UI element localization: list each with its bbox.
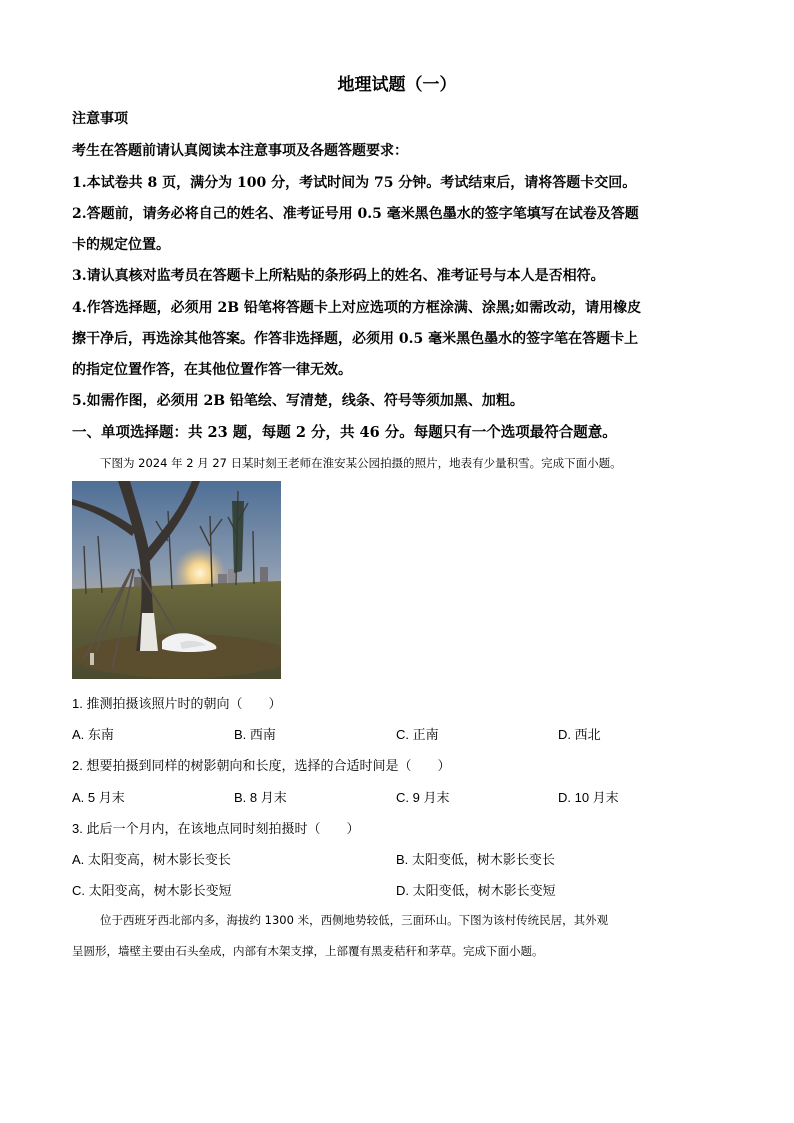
group-intro: 呈圆形，墙壁主要由石头垒成，内部有木架支撑，上部覆有黑麦秸秆和茅草。完成下面小题。 <box>72 944 544 958</box>
notice-line: 5.如需作图，必须用 2B 铅笔绘、写清楚，线条、符号等须加黑、加粗。 <box>72 393 524 409</box>
notice-line: 3.请认真核对监考员在答题卡上所粘贴的条形码上的姓名、准考证号与本人是否相符。 <box>72 268 605 284</box>
option-d[interactable]: D. 西北 <box>558 727 601 742</box>
option-d[interactable]: D. 太阳变低，树木影长变短 <box>396 883 556 898</box>
page-title: 地理试题（一） <box>337 75 457 95</box>
question-stem: 3. 此后一个月内，在该地点同时刻拍摄时（ ） <box>72 821 360 836</box>
option-b[interactable]: B. 8 月末 <box>234 790 287 805</box>
notice-line: 卡的规定位置。 <box>72 237 170 253</box>
question-stem: 1. 推测拍摄该照片时的朝向（ ） <box>72 696 282 711</box>
notice-line: 考生在答题前请认真阅读本注意事项及各题答题要求： <box>72 143 408 159</box>
group-intro: 下图为 2024 年 2 月 27 日某时刻王老师在淮安某公园拍摄的照片，地表有少量积雪。完成下面小题。 <box>100 456 622 470</box>
option-c[interactable]: C. 9 月末 <box>396 790 450 805</box>
option-b[interactable]: B. 西南 <box>234 727 276 742</box>
option-a[interactable]: A. 东南 <box>72 727 114 742</box>
park-photo <box>72 481 281 679</box>
option-a[interactable]: A. 5 月末 <box>72 790 125 805</box>
option-d[interactable]: D. 10 月末 <box>558 790 619 805</box>
group-intro: 位于西班牙西北部内多，海拔约 1300 米，西侧地势较低，三面环山。下图为该村传统民居，其外观 <box>100 913 609 927</box>
section-heading: 一、单项选择题：共 23 题，每题 2 分，共 46 分。每题只有一个选项最符合题意。 <box>72 424 617 441</box>
notice-line: 4.作答选择题，必须用 2B 铅笔将答题卡上对应选项的方框涂满、涂黑;如需改动，请用橡皮 <box>72 300 642 316</box>
option-c[interactable]: C. 正南 <box>396 727 439 742</box>
notice-line: 擦干净后，再选涂其他答案。作答非选择题，必须用 0.5 毫米黑色墨水的签字笔在答题卡上 <box>72 331 639 347</box>
option-c[interactable]: C. 太阳变高，树木影长变短 <box>72 883 232 898</box>
notice-line: 1.本试卷共 8 页，满分为 100 分，考试时间为 75 分钟。考试结束后，请将答题卡交回。 <box>72 175 637 191</box>
option-b[interactable]: B. 太阳变低，树木影长变长 <box>396 852 555 867</box>
notice-line: 2.答题前，请务必将自己的姓名、准考证号用 0.5 毫米黑色墨水的签字笔填写在试卷及答题 <box>72 206 639 222</box>
notice-line: 的指定位置作答，在其他位置作答一律无效。 <box>72 362 352 378</box>
option-a[interactable]: A. 太阳变高，树木影长变长 <box>72 852 231 867</box>
notice-heading: 注意事项 <box>72 111 128 127</box>
question-stem: 2. 想要拍摄到同样的树影朝向和长度，选择的合适时间是（ ） <box>72 758 451 773</box>
park-photo-image <box>72 481 281 679</box>
